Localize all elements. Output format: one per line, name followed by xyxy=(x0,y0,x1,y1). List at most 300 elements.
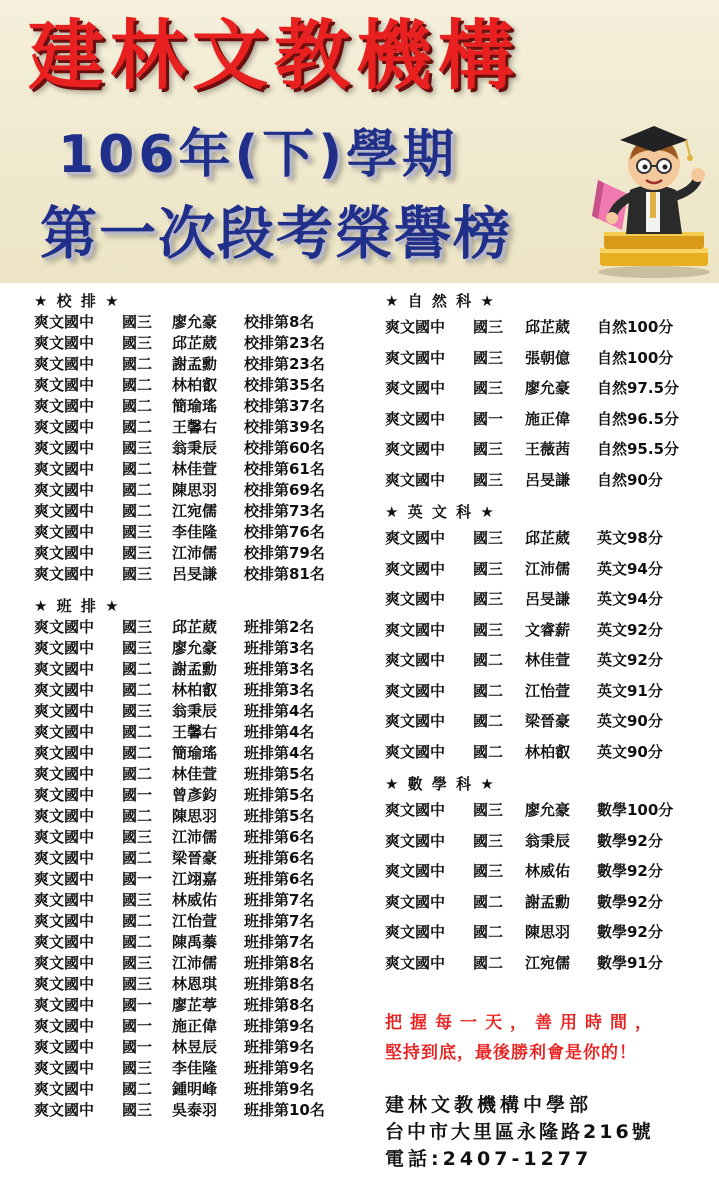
student-name: 邱芷葳 xyxy=(525,318,571,336)
school-name: 爽文國中 xyxy=(385,681,446,700)
student-name: 林威佑 xyxy=(525,862,571,880)
rank: 校排第76名 xyxy=(244,523,325,541)
school-name: 爽文國中 xyxy=(385,620,446,639)
score: 英文92分 xyxy=(597,651,663,669)
rank: 班排第3名 xyxy=(244,681,315,699)
table-row xyxy=(34,680,354,701)
grade: 國一 xyxy=(122,870,153,888)
school-name: 爽文國中 xyxy=(34,1059,95,1077)
score: 數學92分 xyxy=(597,892,663,911)
grade: 國三 xyxy=(122,1059,153,1077)
grade: 國三 xyxy=(473,862,504,880)
grade: 國三 xyxy=(122,523,153,541)
slogan-line-2: 堅持到底，最後勝利會是你的！ xyxy=(385,1043,637,1063)
table-row xyxy=(385,343,715,374)
student-name: 江沛儒 xyxy=(172,828,218,846)
table-row xyxy=(34,1016,354,1037)
student-name: 謝孟勳 xyxy=(172,355,218,373)
table-row xyxy=(385,737,715,768)
school-name: 爽文國中 xyxy=(385,529,446,547)
table-row xyxy=(385,615,715,646)
school-name: 爽文國中 xyxy=(385,470,446,489)
table-row xyxy=(34,869,354,890)
grade: 國三 xyxy=(122,544,153,562)
grade: 國三 xyxy=(473,529,504,547)
table-row xyxy=(385,826,715,857)
school-name: 爽文國中 xyxy=(34,975,95,993)
school-name: 爽文國中 xyxy=(385,862,446,880)
student-name: 施正偉 xyxy=(525,409,571,428)
student-name: 林威佑 xyxy=(172,891,218,909)
school-name: 爽文國中 xyxy=(34,891,95,909)
rank: 校排第73名 xyxy=(244,502,325,520)
grade: 國一 xyxy=(122,1017,153,1035)
grade: 國二 xyxy=(122,502,153,520)
score: 英文94分 xyxy=(597,590,663,608)
grade: 國三 xyxy=(473,348,504,367)
student-name: 謝孟勳 xyxy=(525,892,571,911)
grade: 國二 xyxy=(473,651,504,669)
rank: 班排第3名 xyxy=(244,660,315,678)
grade: 國三 xyxy=(473,318,504,336)
grade: 國二 xyxy=(122,849,153,867)
student-name: 林佳萱 xyxy=(172,765,218,783)
student-name: 呂旻謙 xyxy=(525,470,571,489)
school-name: 爽文國中 xyxy=(34,954,95,972)
student-name: 林恩琪 xyxy=(172,975,218,993)
student-name: 江怡萱 xyxy=(172,912,218,930)
student-name: 施正偉 xyxy=(172,1017,218,1035)
table-row xyxy=(34,354,354,375)
school-name: 爽文國中 xyxy=(34,744,95,762)
table-row xyxy=(34,764,354,785)
grade: 國二 xyxy=(122,355,153,373)
table-row xyxy=(385,676,715,707)
student-name: 江翊嘉 xyxy=(172,870,218,888)
rank: 班排第8名 xyxy=(244,996,315,1014)
grade: 國三 xyxy=(122,439,153,457)
grade: 國二 xyxy=(122,807,153,825)
table-row xyxy=(34,848,354,869)
school-name: 爽文國中 xyxy=(34,870,95,888)
school-name: 爽文國中 xyxy=(34,523,95,541)
school-name: 爽文國中 xyxy=(385,712,446,730)
school-name: 爽文國中 xyxy=(34,639,95,657)
score: 數學92分 xyxy=(597,831,663,850)
grade: 國三 xyxy=(122,828,153,846)
student-name: 邱芷葳 xyxy=(525,529,571,547)
school-name: 爽文國中 xyxy=(385,742,446,761)
student-name: 謝孟勳 xyxy=(172,660,218,678)
grade: 國三 xyxy=(473,801,504,819)
student-name: 廖允豪 xyxy=(525,379,571,397)
school-name: 爽文國中 xyxy=(385,801,446,819)
school-name: 爽文國中 xyxy=(385,651,446,669)
table-row xyxy=(385,645,715,676)
school-name: 爽文國中 xyxy=(385,318,446,336)
school-name: 爽文國中 xyxy=(385,409,446,428)
school-name: 爽文國中 xyxy=(34,996,95,1014)
grade: 國三 xyxy=(473,440,504,458)
header-banner xyxy=(0,0,719,283)
table-row xyxy=(34,806,354,827)
table-row xyxy=(34,827,354,848)
right-column xyxy=(385,290,715,978)
table-row xyxy=(34,785,354,806)
grade: 國二 xyxy=(473,923,504,941)
graduate-mascot-icon xyxy=(590,120,714,280)
slogan xyxy=(385,1008,715,1068)
school-name: 爽文國中 xyxy=(34,502,95,520)
score: 自然97.5分 xyxy=(597,379,680,397)
student-name: 翁秉辰 xyxy=(525,831,571,850)
student-name: 廖允豪 xyxy=(525,801,571,819)
grade: 國三 xyxy=(122,702,153,720)
left-column xyxy=(34,290,354,1121)
grade: 國二 xyxy=(473,892,504,911)
student-name: 翁秉辰 xyxy=(172,439,218,457)
student-name: 王薇茜 xyxy=(525,440,571,458)
table-row xyxy=(385,856,715,887)
school-name: 爽文國中 xyxy=(34,660,95,678)
grade: 國二 xyxy=(473,681,504,700)
rank: 校排第8名 xyxy=(244,313,315,331)
grade: 國三 xyxy=(122,565,153,583)
score: 自然96.5分 xyxy=(597,409,680,428)
table-row xyxy=(34,480,354,501)
school-name: 爽文國中 xyxy=(34,355,95,373)
school-name: 爽文國中 xyxy=(385,440,446,458)
rank: 班排第8名 xyxy=(244,954,315,972)
table-row xyxy=(34,1037,354,1058)
student-name: 陳禹蓁 xyxy=(172,933,218,951)
table-row xyxy=(34,722,354,743)
table-row xyxy=(34,543,354,564)
grade: 國三 xyxy=(473,559,504,578)
score: 英文91分 xyxy=(597,681,663,700)
student-name: 鍾明峰 xyxy=(172,1080,218,1098)
table-row xyxy=(34,1058,354,1079)
table-row xyxy=(385,948,715,979)
table-row xyxy=(385,373,715,404)
school-name: 爽文國中 xyxy=(34,397,95,415)
rank: 班排第5名 xyxy=(244,765,315,783)
table-row xyxy=(34,953,354,974)
score: 自然100分 xyxy=(597,318,674,336)
score: 數學100分 xyxy=(597,801,674,819)
student-name: 林佳萱 xyxy=(172,460,218,478)
table-row xyxy=(385,465,715,496)
table-row xyxy=(34,438,354,459)
english-heading: ★ 英 文 科 ★ xyxy=(385,503,496,521)
table-row xyxy=(34,995,354,1016)
grade: 國二 xyxy=(122,660,153,678)
student-name: 江宛儒 xyxy=(525,953,571,972)
rank: 班排第9名 xyxy=(244,1059,315,1077)
score: 英文92分 xyxy=(597,620,663,639)
student-name: 廖允豪 xyxy=(172,313,218,331)
grade: 國三 xyxy=(473,379,504,397)
student-name: 簡瑜瑤 xyxy=(172,744,218,762)
school-name: 爽文國中 xyxy=(34,849,95,867)
rank: 班排第9名 xyxy=(244,1080,315,1098)
table-row xyxy=(385,554,715,585)
school-name: 爽文國中 xyxy=(385,559,446,578)
table-row xyxy=(385,887,715,918)
table-row xyxy=(385,434,715,465)
table-row xyxy=(34,1100,354,1121)
score: 數學91分 xyxy=(597,953,663,972)
grade: 國二 xyxy=(122,418,153,436)
student-name: 呂旻謙 xyxy=(172,565,218,583)
rank: 班排第7名 xyxy=(244,933,315,951)
grade: 國二 xyxy=(122,376,153,394)
student-name: 翁秉辰 xyxy=(172,702,218,720)
school-name: 爽文國中 xyxy=(34,1038,95,1056)
grade: 國二 xyxy=(122,912,153,930)
rank: 班排第6名 xyxy=(244,828,315,846)
school-name: 爽文國中 xyxy=(34,418,95,436)
address: 台中市大里區永隆路216號 xyxy=(385,1121,654,1143)
table-row xyxy=(34,659,354,680)
school-name: 爽文國中 xyxy=(385,892,446,911)
table-row xyxy=(34,375,354,396)
school-name: 爽文國中 xyxy=(34,313,95,331)
class-rank-list xyxy=(34,617,354,1121)
school-name: 爽文國中 xyxy=(385,590,446,608)
grade: 國三 xyxy=(122,313,153,331)
school-name: 爽文國中 xyxy=(34,1080,95,1098)
school-name: 爽文國中 xyxy=(34,681,95,699)
rank: 校排第81名 xyxy=(244,565,325,583)
grade: 國三 xyxy=(473,590,504,608)
school-name: 爽文國中 xyxy=(34,702,95,720)
grade: 國三 xyxy=(473,831,504,850)
english-list xyxy=(385,523,715,767)
table-row xyxy=(385,404,715,435)
grade: 國二 xyxy=(122,723,153,741)
student-name: 王馨右 xyxy=(172,723,218,741)
school-name: 爽文國中 xyxy=(385,953,446,972)
grade: 國二 xyxy=(122,397,153,415)
table-row xyxy=(34,417,354,438)
school-name: 爽文國中 xyxy=(385,379,446,397)
exam-title: 第一次段考榮譽榜 xyxy=(40,201,512,267)
score: 數學92分 xyxy=(597,862,663,880)
student-name: 邱芷葳 xyxy=(172,618,218,636)
grade: 國一 xyxy=(473,409,504,428)
grade: 國二 xyxy=(122,744,153,762)
school-name: 爽文國中 xyxy=(385,348,446,367)
table-row xyxy=(34,932,354,953)
grade: 國三 xyxy=(122,975,153,993)
student-name: 林柏叡 xyxy=(525,742,571,761)
rank: 校排第37名 xyxy=(244,397,325,415)
org-name: 建林文教機構中學部 xyxy=(385,1094,593,1116)
rank: 班排第9名 xyxy=(244,1017,315,1035)
rank: 班排第3名 xyxy=(244,639,315,657)
student-name: 陳思羽 xyxy=(525,923,571,941)
school-name: 爽文國中 xyxy=(34,481,95,499)
grade: 國三 xyxy=(473,620,504,639)
student-name: 陳思羽 xyxy=(172,481,218,499)
grade: 國三 xyxy=(122,618,153,636)
rank: 班排第7名 xyxy=(244,912,315,930)
student-name: 文睿薪 xyxy=(525,620,571,639)
table-row xyxy=(34,459,354,480)
score: 自然95.5分 xyxy=(597,440,680,458)
student-name: 江沛儒 xyxy=(525,559,571,578)
rank: 班排第4名 xyxy=(244,702,315,720)
school-name: 爽文國中 xyxy=(34,439,95,457)
science-list xyxy=(385,312,715,495)
table-row xyxy=(385,917,715,948)
student-name: 吳泰羽 xyxy=(172,1101,218,1119)
grade: 國二 xyxy=(473,712,504,730)
student-name: 李佳隆 xyxy=(172,1059,218,1077)
student-name: 林柏叡 xyxy=(172,681,218,699)
table-row xyxy=(385,584,715,615)
student-name: 呂旻謙 xyxy=(525,590,571,608)
school-name: 爽文國中 xyxy=(34,786,95,804)
school-name: 爽文國中 xyxy=(34,1101,95,1119)
math-list xyxy=(385,795,715,978)
student-name: 廖芷葶 xyxy=(172,996,218,1014)
table-row xyxy=(385,706,715,737)
student-name: 林昱辰 xyxy=(172,1038,218,1056)
rank: 班排第4名 xyxy=(244,723,315,741)
school-name: 爽文國中 xyxy=(34,1017,95,1035)
table-row xyxy=(34,638,354,659)
student-name: 江沛儒 xyxy=(172,954,218,972)
student-name: 江宛儒 xyxy=(172,502,218,520)
student-name: 廖允豪 xyxy=(172,639,218,657)
student-name: 江沛儒 xyxy=(172,544,218,562)
grade: 國二 xyxy=(122,481,153,499)
slogan-line-1: 把握每一天，善用時間， xyxy=(385,1013,660,1033)
score: 英文90分 xyxy=(597,712,663,730)
score: 自然100分 xyxy=(597,348,674,367)
math-heading: ★ 數 學 科 ★ xyxy=(385,775,496,793)
school-name: 爽文國中 xyxy=(34,765,95,783)
grade: 國一 xyxy=(122,786,153,804)
grade: 國三 xyxy=(122,954,153,972)
table-row xyxy=(34,312,354,333)
student-name: 林佳萱 xyxy=(525,651,571,669)
school-name: 爽文國中 xyxy=(34,807,95,825)
score: 英文98分 xyxy=(597,529,663,547)
grade: 國二 xyxy=(122,933,153,951)
contact-footer xyxy=(385,1092,715,1173)
school-name: 爽文國中 xyxy=(34,618,95,636)
student-name: 張朝億 xyxy=(525,348,571,367)
student-name: 江怡萱 xyxy=(525,681,571,700)
school-name: 爽文國中 xyxy=(34,376,95,394)
school-name: 爽文國中 xyxy=(385,831,446,850)
rank: 校排第69名 xyxy=(244,481,325,499)
rank: 校排第23名 xyxy=(244,355,325,373)
grade: 國三 xyxy=(122,334,153,352)
school-name: 爽文國中 xyxy=(34,460,95,478)
student-name: 林柏叡 xyxy=(172,376,218,394)
table-row xyxy=(34,974,354,995)
student-name: 梁晉豪 xyxy=(172,849,218,867)
student-name: 陳思羽 xyxy=(172,807,218,825)
table-row xyxy=(34,1079,354,1100)
rank: 班排第8名 xyxy=(244,975,315,993)
rank: 班排第6名 xyxy=(244,870,315,888)
table-row xyxy=(34,890,354,911)
rank: 校排第60名 xyxy=(244,439,325,457)
table-row xyxy=(34,701,354,722)
rank: 班排第6名 xyxy=(244,849,315,867)
rank: 班排第4名 xyxy=(244,744,315,762)
org-title: 建林文教機構 xyxy=(28,11,520,100)
table-row xyxy=(34,396,354,417)
student-name: 邱芷葳 xyxy=(172,334,218,352)
rank: 班排第5名 xyxy=(244,786,315,804)
science-heading: ★ 自 然 科 ★ xyxy=(385,292,496,310)
school-name: 爽文國中 xyxy=(34,544,95,562)
rank: 校排第79名 xyxy=(244,544,325,562)
school-name: 爽文國中 xyxy=(34,828,95,846)
score: 英文90分 xyxy=(597,742,663,761)
rank: 班排第2名 xyxy=(244,618,315,636)
table-row xyxy=(34,522,354,543)
school-name: 爽文國中 xyxy=(34,334,95,352)
grade: 國三 xyxy=(473,470,504,489)
score: 數學92分 xyxy=(597,923,663,941)
student-name: 李佳隆 xyxy=(172,523,218,541)
table-row xyxy=(34,333,354,354)
rank: 校排第23名 xyxy=(244,334,325,352)
grade: 國三 xyxy=(122,891,153,909)
rank: 校排第35名 xyxy=(244,376,325,394)
table-row xyxy=(34,911,354,932)
term-title: 106年(下)學期 xyxy=(58,125,459,185)
grade: 國一 xyxy=(122,1038,153,1056)
class-rank-heading: ★ 班 排 ★ xyxy=(34,597,121,615)
grade: 國三 xyxy=(122,1101,153,1119)
table-row xyxy=(385,312,715,343)
school-rank-heading: ★ 校 排 ★ xyxy=(34,292,121,310)
rank: 班排第7名 xyxy=(244,891,315,909)
school-name: 爽文國中 xyxy=(34,912,95,930)
score: 英文94分 xyxy=(597,559,663,578)
phone: 電話:2407-1277 xyxy=(385,1148,593,1170)
rank: 校排第39名 xyxy=(244,418,325,436)
grade: 國二 xyxy=(473,742,504,761)
rank: 班排第9名 xyxy=(244,1038,315,1056)
student-name: 簡瑜瑤 xyxy=(172,397,218,415)
grade: 國二 xyxy=(473,953,504,972)
rank: 校排第61名 xyxy=(244,460,325,478)
grade: 國二 xyxy=(122,460,153,478)
student-name: 梁晉豪 xyxy=(525,712,571,730)
table-row xyxy=(34,564,354,585)
table-row xyxy=(385,795,715,826)
rank: 班排第5名 xyxy=(244,807,315,825)
school-name: 爽文國中 xyxy=(34,933,95,951)
school-name: 爽文國中 xyxy=(385,923,446,941)
student-name: 王馨右 xyxy=(172,418,218,436)
score: 自然90分 xyxy=(597,470,663,489)
table-row xyxy=(385,523,715,554)
table-row xyxy=(34,743,354,764)
rank: 班排第10名 xyxy=(244,1101,325,1119)
grade: 國二 xyxy=(122,681,153,699)
table-row xyxy=(34,617,354,638)
